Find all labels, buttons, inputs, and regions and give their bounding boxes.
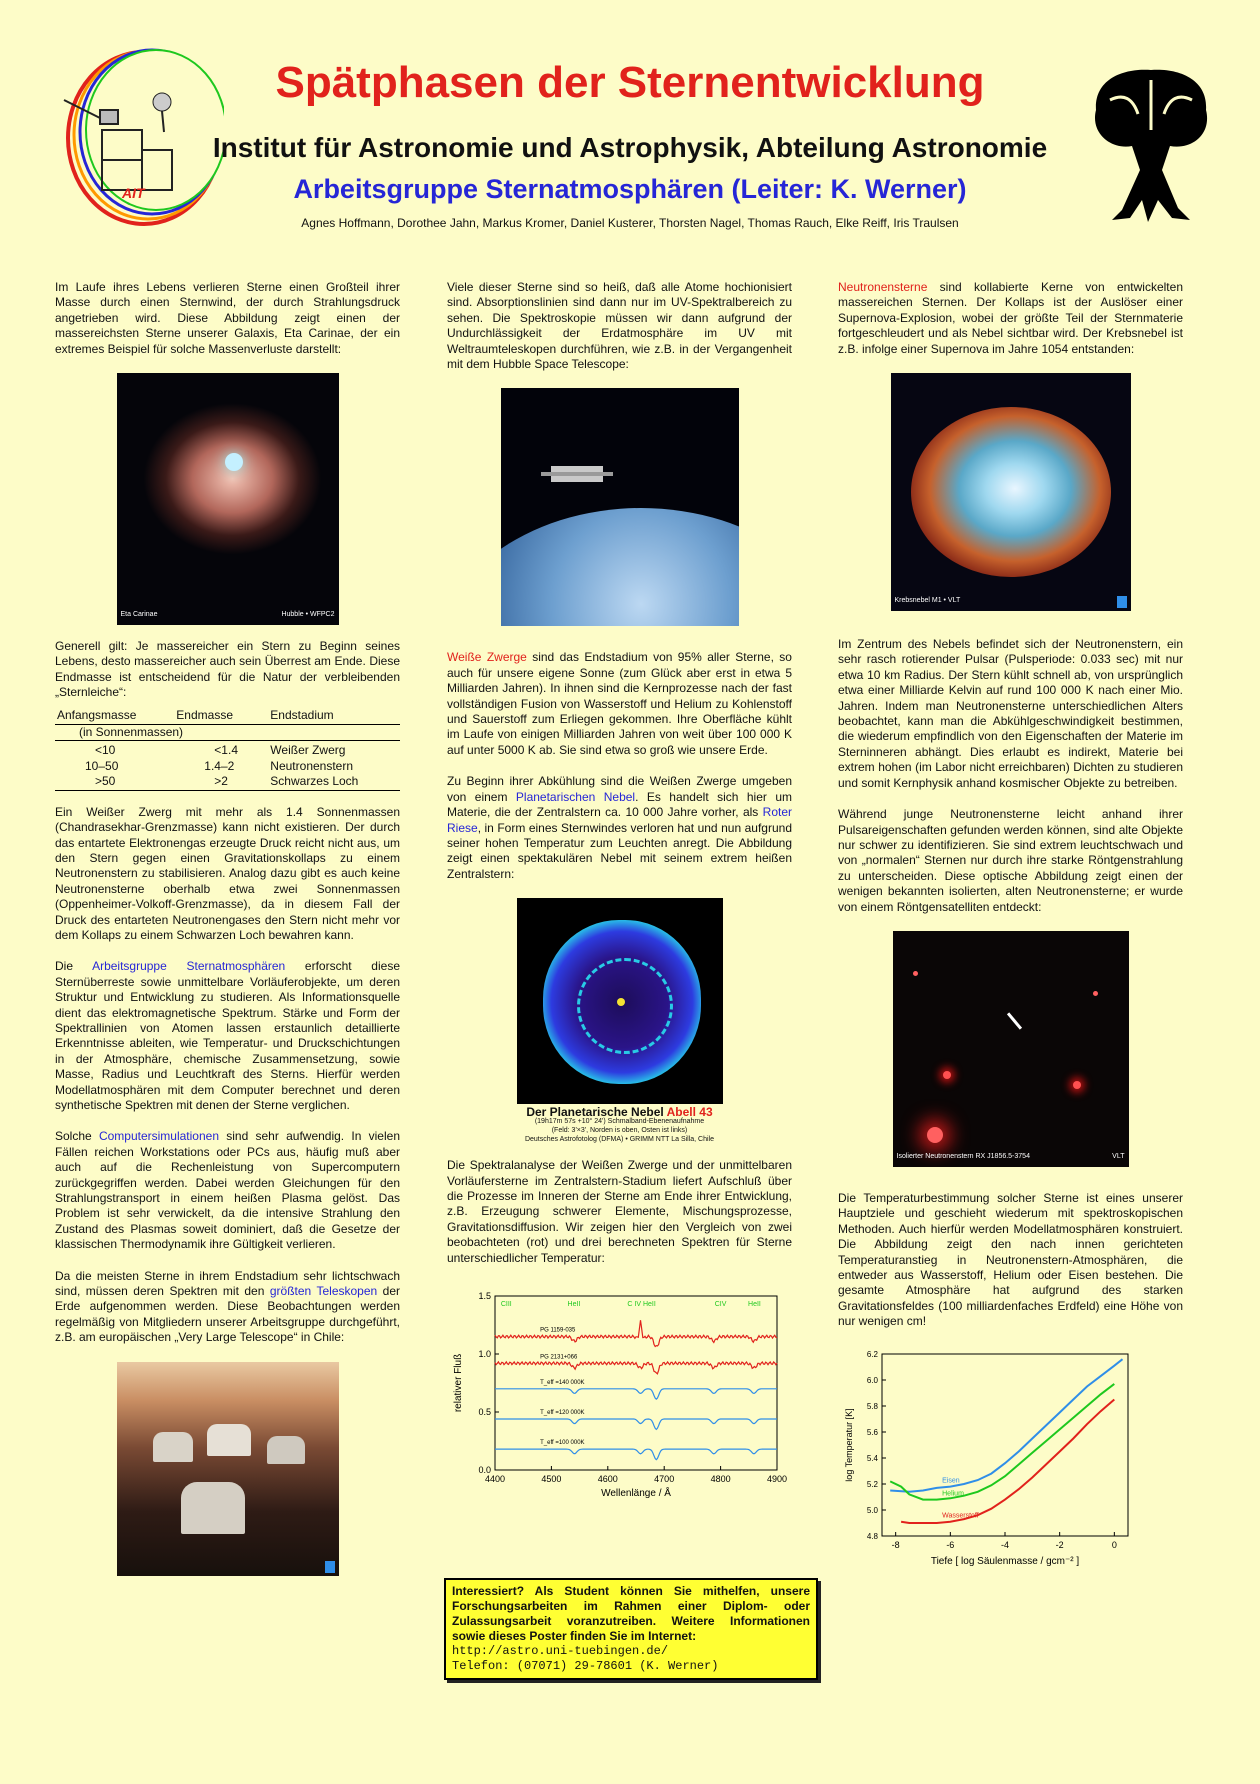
temperature-line: [890, 1359, 1122, 1492]
paragraph-simulations: Solche Computersimulationen sind sehr aufwendig. In vielen Fällen reichen Workstations oder PCs aus, häufig muß aber auch auf die Rechenleistung von Supercomputern zurückgegriffen werden. Dabei werden Gleichungen für den Strahlungstransport in einem heißen Plasma gelöst. Das Problem ist sehr verwickelt, da die intensive Strahlung den Zustand des Plasmas soweit dominiert, daß die Gesetze der klassischen Thermodynamik ihre Gültigkeit verlieren.: [55, 1129, 400, 1252]
paragraph-isolated-ns: Während junge Neutronensterne leicht anhand ihrer Pulsareigenschaften gefunden werden können, sind alte Objekte nur schwer zu identifizieren. Sie sind extrem leuchtschwach und von „normalen“ Sternen nur durch ihre starke Röntgenstrahlung zu unterscheiden. Diese optische Abbildung zeigt einen der wenigen bekannten isolierten, alten Neutronensterne; er wurde von einem Röntgensatelliten entdeckt:: [838, 807, 1183, 914]
group-name: Arbeitsgruppe Sternatmosphären (Leiter: K. Werner): [293, 174, 967, 204]
column-middle: [447, 280, 792, 1506]
series-label: T_eff =100 000K: [540, 1440, 585, 1447]
y-tick-label: 5.4: [866, 1453, 878, 1463]
link-group[interactable]: Arbeitsgruppe Sternatmosphären: [92, 959, 286, 974]
eta-carinae-image: [117, 373, 339, 625]
paragraph-temperature: Die Temperaturbestimmung solcher Sterne ist eines unserer Hauptziele und geschieht wiederum mit spektroskopischen Methoden. Auch hierfür werden Modellatmosphären konstruiert. Die Abbildung zeigt den nach innen gerichteten Temperaturanstieg in Neutronenstern-Atmosphären, die entweder aus Wasserstoff, Helium oder Eisen bestehen. Die gesamte Atmosphäre hat aufgrund des starken Gravitationsfeldes (100 milliardenfaches Erdfeld) eine Höhe von nur wenigen cm!: [838, 1190, 1183, 1329]
y-axis-label: relativer Fluß: [453, 1353, 464, 1413]
x-tick-label: 0: [1111, 1539, 1117, 1550]
page-title: Spätphasen der Sternentwicklung: [275, 58, 985, 107]
x-tick-label: 4900: [766, 1473, 788, 1484]
table-header-final: Endmasse: [174, 707, 268, 725]
series-label: Wasserstoff: [942, 1512, 979, 1520]
series-label: T_eff =140 000K: [540, 1379, 585, 1386]
x-axis-label: Tiefe [ log Säulenmasse / gcm⁻² ]: [930, 1555, 1080, 1567]
paragraph-research-group: Die Arbeitsgruppe Sternatmosphären erforscht diese Sternüberreste sowie unmittelbare Vorläuferobjekte, um deren Struktur und Entwicklung zu studieren. Als Informationsquelle dient das elektromagnetische Spektrum. Stärke und Form der Spektrallinien von Atomen lassen erstaunlich detaillierte Erkenntnisse ableiten, wie Temperatur- und Druckschichtungen in der Atmosphäre, chemische Zusammensetzung, sowie Masse, Radius und Leuchtkraft des Sterns. Hierfür werden Modellatmosphären mit dem Computer berechnet und deren synthetische Spektren mit denen der Sterne verglichen.: [55, 959, 400, 1112]
series-label: T_eff =120 000K: [540, 1409, 585, 1416]
crab-caption: Krebsnebel M1 • VLT: [894, 596, 961, 604]
paragraph-uv-spectroscopy: Viele dieser Sterne sind so heiß, daß alle Atome hochionisiert sind. Absorptionslinien sind dann nur im UV-Spektralbereich zu sehen. Die Spektroskopie müssen wir dann aufgrund der Undurchlässigkeit der Erdatmosphäre im UV mit Weltraumteleskopen durchführen, wie z.B. in der Vergangenheit mit dem Hubble Space Telescope:: [447, 280, 792, 372]
link-telescopes[interactable]: größten Teleskopen: [269, 1284, 378, 1299]
paragraph-spectral-analysis: Die Spektralanalyse der Weißen Zwerge und der unmittelbaren Vorläufersterne im Zentralstern-Stadium liefert Aufschluß über die Prozesse im Inneren der Sterne am Ende ihrer Entwicklung, z.B. Erzeugung schwerer Elemente, Mischungsprozesse, Gravitationsdiffusion. Wir zeigen hier den Vergleich von zwei beobachteten (rot) und drei berechneten Spektren für Sterne unterschiedlicher Temperatur:: [447, 1158, 792, 1265]
table-row: <10 <1.4 Weißer Zwerg: [95, 743, 346, 758]
crab-nebula-image: [891, 373, 1131, 611]
institute-name: Institut für Astronomie und Astrophysik, Abteilung Astronomie: [212, 132, 1048, 163]
phone-number: Telefon: (07071) 29-78601 (K. Werner): [452, 1659, 719, 1673]
plot-frame: [495, 1296, 777, 1470]
table-row: 10–50 1.4–2 Neutronenstern: [85, 758, 354, 773]
y-tick-label: 6.0: [866, 1375, 878, 1385]
neutron-star-field-image: [893, 931, 1129, 1167]
y-tick-label: 5.6: [866, 1427, 878, 1437]
y-tick-label: 0.0: [478, 1464, 491, 1475]
y-tick-label: 1.5: [478, 1290, 491, 1301]
info-text: Interessiert? Als Student können Sie mithelfen, unsere Forschungsarbeiten im Rahmen einer Diplom- oder Zulassungsarbeit voranzutreiben. Weitere Informationen sowie dieses Poster finden Sie im Internet:: [452, 1584, 810, 1643]
x-tick-label: -4: [1000, 1539, 1010, 1550]
paragraph-endmass: Generell gilt: Je massereicher ein Stern zu Beginn seines Lebens, desto massereicher auch sein Überrest am Ende. Diese Endmasse ist entscheidend für die Natur der verbleibenden „Sternleiche“:: [55, 639, 400, 700]
line-id-label: CIII: [500, 1300, 512, 1308]
link-red-giant[interactable]: Roter Riese: [447, 805, 792, 835]
table-header-stage: Endstadium: [268, 707, 400, 725]
spectrum-chart: [447, 1282, 792, 1502]
spectrum-line: [495, 1449, 777, 1460]
series-label: Eisen: [942, 1477, 960, 1485]
link-planetary-nebula[interactable]: Planetarischen Nebel: [515, 789, 636, 804]
spectrum-line: [495, 1419, 777, 1429]
paragraph-pulsar: Im Zentrum des Nebels befindet sich der Neutronenstern, ein sehr rasch rotierender Pulsar (Pulsperiode: 0.033 sec) mit nur etwa 10 km Radius. Der Stern kühlt schnell ab, von ursprünglich etwa einer Milliarde Kelvin auf rund 100 000 K nach einer Mio. Jahren. Indem man Neutronensterne unterschiedlichen Alters beobachtet, kann man die Abkühlgeschwindigkeit bestimmen, die wiederum empfindlich von den Eigenschaften der Materie im Sterninneren abhängt. Dies erlaubt es indirekt, Materie bei extrem hohen (im Labor nicht erreichbaren) Dichten zu studieren und somit Kernphysik anhand kosmischer Objekte zu betreiben.: [838, 637, 1183, 790]
series-label: PG 1159-035: [540, 1327, 576, 1334]
field-caption-right: VLT: [1112, 1152, 1125, 1160]
spectrum-line: [495, 1389, 777, 1399]
x-tick-label: 4800: [710, 1473, 731, 1484]
paragraph-neutron-stars: Neutronensterne sind kollabierte Kerne von entwickelten massereichen Sternen. Der Kollaps ist der Auslöser einer Supernova-Explosion, wobei der größte Teil der Sternmaterie fortgeschleudert und als Nebel sichtbar wird. Der Krebsnebel ist z.B. infolge einer Supernova im Jahre 1054 entstanden:: [838, 280, 1183, 356]
y-tick-label: 6.2: [866, 1349, 878, 1359]
eta-carinae-caption: Eta Carinae: [120, 610, 158, 618]
logo-text: AIT: [122, 185, 145, 201]
paragraph-mass-loss: Im Laufe ihres Lebens verlieren Sterne einen Großteil ihrer Masse durch einen Sternwind, der durch Strahlungsdruck angetrieben wird. Diese Abbildung zeigt einen der massereichsten Sterne unserer Galaxis, Eta Carinae, der ein extremes Beispiel für solche Massenverluste darstellt:: [55, 280, 400, 356]
table-row: >50 >2 Schwarzes Loch: [55, 774, 400, 790]
link-white-dwarfs[interactable]: Weiße Zwerge: [447, 650, 527, 665]
info-box: [444, 1578, 818, 1680]
y-axis-label: log Temperatur [K]: [844, 1407, 854, 1482]
temperature-chart: [838, 1346, 1138, 1576]
spectrum-line: [495, 1320, 777, 1346]
eta-carinae-caption-right: Hubble • WFPC2: [281, 610, 335, 618]
hubble-image: [501, 388, 739, 626]
website-link[interactable]: http://astro.uni-tuebingen.de/: [452, 1644, 669, 1658]
y-tick-label: 5.0: [866, 1505, 878, 1515]
table-header-initial: Anfangsmasse: [55, 707, 174, 725]
authors-line: Agnes Hoffmann, Dorothee Jahn, Markus Kromer, Daniel Kusterer, Thorsten Nagel, Thomas Rauch, Elke Reiff, Iris Traulsen: [301, 216, 959, 230]
abell43-caption: Der Planetarische Nebel Abell 43 (19h17m 57s +10° 24') Schmalband-Ebenenaufnahme (Feld: 3'×3', Norden is oben, Osten ist links) Deutsches Astrofotolog (DFMA) • GRIMM NTT La Silla, Chile: [524, 1105, 715, 1144]
line-id-label: CIV: [714, 1300, 727, 1308]
y-tick-label: 5.2: [866, 1479, 878, 1489]
y-tick-label: 4.8: [866, 1531, 878, 1541]
series-label: PG 2131+066: [540, 1354, 578, 1361]
field-caption: Isolierter Neutronenstern RX J1856.5-3754: [896, 1152, 1030, 1160]
line-id-label: C IV HeII: [627, 1300, 656, 1308]
paragraph-white-dwarfs: Weiße Zwerge sind das Endstadium von 95% aller Sterne, so auch für unsere eigene Sonne (zum Glück aber erst in etwa 5 Milliarden Jahren). In ihnen sind die Kernprozesse nach der fast vollständigen Fusion von Wasserstoff und Helium zu Kohlenstoff und Sauerstoff zum Erliegen gekommen. Ihre Oberfläche kühlt im Laufe von einigen Milliarden Jahren von weit über 100 000 K auf unter 5000 K ab. Sie sind etwa so groß wie unsere Erde.: [447, 650, 792, 757]
x-tick-label: 4400: [484, 1473, 506, 1484]
mass-table: [55, 707, 400, 791]
paragraph-planetary-nebula: Zu Beginn ihrer Abkühlung sind die Weißen Zwerge umgeben von einem Planetarischen Nebel. Es handelt sich hier um Materie, die der Zentralstern ca. 10 000 Jahre vorher, als Roter Riese, in Form eines Sternwindes verloren hat und nun aufgrund seiner hohen Temperatur zum Leuchten anregt. Die Abbildung zeigt einen spektakulären Nebel mit seinem extrem heißen Zentralstern:: [447, 774, 792, 881]
y-tick-label: 1.0: [478, 1348, 491, 1359]
x-tick-label: -2: [1055, 1539, 1064, 1550]
line-id-label: HeII: [748, 1300, 761, 1308]
line-id-label: HeII: [567, 1300, 581, 1308]
column-right: [838, 280, 1183, 1580]
link-neutron-stars[interactable]: Neutronensterne: [838, 280, 928, 294]
column-left: [55, 280, 400, 1576]
table-subheader: (in Sonnenmassen): [55, 725, 400, 741]
spectrum-line: [495, 1362, 777, 1374]
x-tick-label: -6: [946, 1539, 955, 1550]
vlt-image: [117, 1362, 339, 1576]
x-tick-label: 4700: [654, 1473, 675, 1484]
plot-frame: [882, 1354, 1128, 1536]
x-tick-label: 4500: [541, 1473, 562, 1484]
series-label: Helium: [942, 1490, 964, 1498]
x-tick-label: 4600: [597, 1473, 618, 1484]
link-simulations[interactable]: Computersimulationen: [98, 1129, 219, 1144]
x-tick-label: -8: [891, 1539, 900, 1550]
x-axis-label: Wellenlänge / Å: [601, 1487, 671, 1499]
y-tick-label: 5.8: [866, 1401, 878, 1411]
paragraph-chandrasekhar: Ein Weißer Zwerg mit mehr als 1.4 Sonnenmassen (Chandrasekhar-Grenzmasse) kann nicht existieren. Der durch das entartete Elektronengas erzeugte Druck reicht nicht aus, um den Stern gegen einen Gravitationskollaps zu einem Neutronenstern zu stabilisieren. Analog dazu gibt es auch keine Neutronensterne oberhalb etwa zwei Sonnenmassen (Oppenheimer-Volkoff-Grenzmasse), da in diesem Fall der Druck des entarteten Neutronengases den Stern nicht mehr vor dem Kollaps zu einem Schwarzen Loch bewahren kann.: [55, 804, 400, 942]
abell43-image: [517, 898, 723, 1104]
paragraph-telescopes: Da die meisten Sterne in ihrem Endstadium sehr lichtschwach sind, müssen deren Spektren mit den größten Teleskopen der Erde aufgenommen werden. Diese Beobachtungen werden regelmäßig von Mitgliedern unserer Arbeitsgruppe durchgeführt, z.B. am europäischen „Very Large Telescope“ in Chile:: [55, 1268, 400, 1345]
y-tick-label: 0.5: [478, 1406, 491, 1417]
temperature-line: [890, 1383, 1114, 1499]
